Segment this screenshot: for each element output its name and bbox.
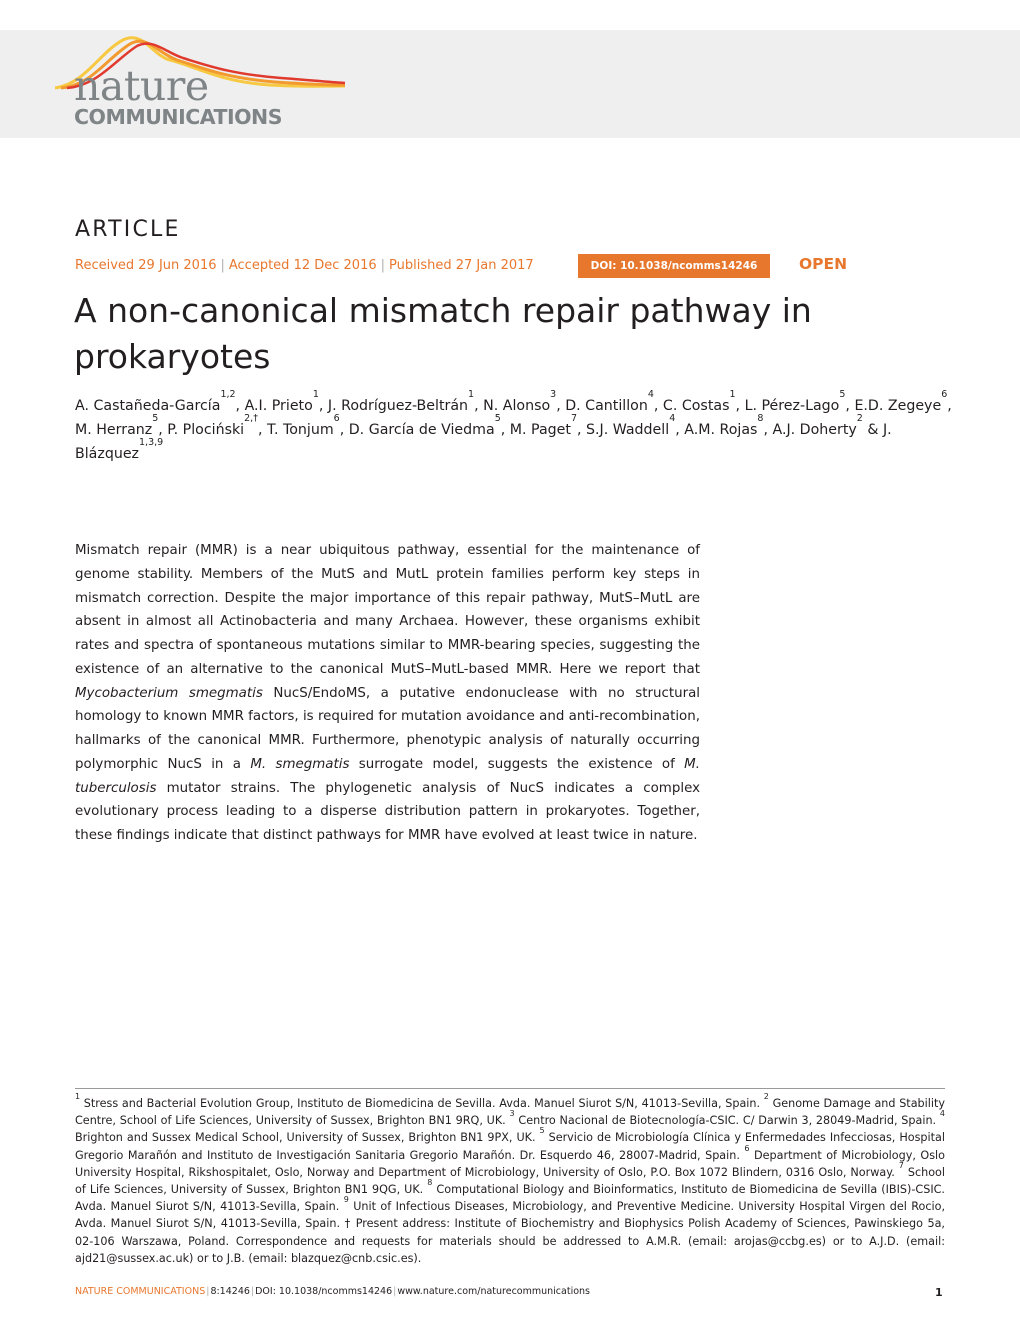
author-affiliation-marker: 7 (570, 413, 577, 424)
doi-badge[interactable]: DOI: 10.1038/ncomms14246 (578, 254, 770, 278)
separator: | (206, 1286, 210, 1297)
affiliation-number: 4 (939, 1109, 945, 1119)
publication-dates (75, 259, 534, 272)
separator: | (250, 1286, 255, 1297)
author-affiliation-marker: 2,† (244, 413, 258, 424)
author-affiliation-marker: 6 (941, 389, 948, 400)
author-affiliation-marker: 3 (550, 389, 557, 400)
affiliation-text: Department of Microbiology, Oslo University Hospital, Rikshospitalet, Oslo, Norway and Department of Microbiology, University of Oslo, P.O. Box 1072 Blindern, 0316 Oslo, Norway. (75, 1148, 945, 1179)
abstract-species-name: M. smegmatis (250, 756, 350, 772)
author-affiliation-marker: 5 (839, 389, 846, 400)
accepted-date: Accepted 12 Dec 2016 (228, 258, 377, 273)
author-name: S.J. Waddell (586, 422, 670, 438)
article-type-label: ARTICLE (75, 217, 181, 242)
author-name: P. Plociński (167, 422, 245, 438)
affiliation-text: Computational Biology and Bioinformatics, Instituto de Biomedicina de Sevilla (IBIS)-CSIC. Avda. Manuel Siurot S/N, 41013-Sevilla, Spain. (75, 1183, 945, 1214)
author-name: J. Rodríguez-Beltrán (327, 398, 469, 414)
affiliation-text: Unit of Infectious Diseases, Microbiology, and Preventive Medicine. University Hospital Virgen del Rocio, Avda. Manuel Siurot S/N, 41013-Sevilla, Spain. † Present address: Institute of Biochemistry and Biophysics Polish Academy of Sciences, Pawinskiego 5a, 02-106 Warszawa, Poland. Correspondence and requests for materials should be addressed to A.M.R. (email: arojas@ccbg.es) or to A.J.D. (email: ajd21@sussex.ac.uk) or to J.B. (email: blazquez@cnb.csic.es). (75, 1200, 945, 1265)
footer-journal: NATURE COMMUNICATIONS (75, 1286, 206, 1297)
author-name: A. Castañeda-García (75, 398, 221, 414)
footer-doi: DOI: 10.1038/ncomms14246 (255, 1286, 393, 1297)
author-affiliation-marker: 6 (333, 413, 340, 424)
received-date: Received 29 Jun 2016 (75, 258, 217, 273)
page-number: 1 (935, 1286, 943, 1299)
affiliation-number: 5 (539, 1126, 545, 1136)
logo-communications-text: COMMUNICATIONS (74, 105, 282, 129)
separator: | (393, 1286, 397, 1297)
author-name: T. Tonjum (266, 422, 334, 438)
author-name: J. Blázquez (75, 422, 892, 462)
author-name: M. Paget (509, 422, 571, 438)
author-name: C. Costas (662, 398, 730, 414)
affiliation-number: 3 (509, 1109, 515, 1119)
author-name: L. Pérez-Lago (744, 398, 840, 414)
abstract-text: mutator strains. The phylogenetic analysis of NucS indicates a complex evolutionary process leading to a disperse distribution pattern in prokaryotes. Together, these findings indicate that distinct pathways for MMR have evolved at least twice in nature. (75, 780, 700, 843)
author-affiliation-marker: 1 (468, 389, 475, 400)
author-name: D. García de Viedma (348, 422, 495, 438)
affiliations (75, 1092, 945, 1267)
affiliation-text: Genome Damage and Stability Centre, School of Life Sciences, University of Sussex, Brighton BN1 9RQ, UK. (75, 1097, 945, 1128)
separator: | (220, 258, 225, 273)
footer-issue: 8:14246 (210, 1286, 250, 1297)
footer-url[interactable]: www.nature.com/naturecommunications (397, 1286, 591, 1297)
author-name: D. Cantillon (565, 398, 648, 414)
abstract-text: NucS/EndoMS, a putative endonuclease with no structural homology to known MMR factors, is required for mutation avoidance and anti-recombination, hallmarks of the canonical MMR. Furthermore, phenotypic analysis of naturally occurring polymorphic NucS in a (75, 685, 700, 772)
divider (75, 1088, 945, 1089)
separator: | (380, 258, 386, 273)
affiliation-number: 1 (75, 1092, 81, 1101)
affiliation-text: Servicio de Microbiología Clínica y Enfermedades Infecciosas, Hospital Gregorio Marañón and Instituto de Investigación Sanitaria Gregorio Marañón. Dr. Esquerdo 46, 28007-Madrid, Spain. (75, 1131, 945, 1162)
abstract (75, 539, 700, 848)
page-footer (75, 1287, 590, 1297)
author-affiliation-marker: 5 (494, 413, 501, 424)
abstract-text: Mismatch repair (MMR) is a near ubiquitous pathway, essential for the maintenance of genome stability. Members of the MutS and MutL protein families perform key steps in mismatch correction. Despite the major importance of this repair pathway, MutS–MutL are absent in almost all Actinobacteria and many Archaea. However, these organisms exhibit rates and spectra of spontaneous mutations similar to MMR-bearing species, suggesting the existence of an alternative to the canonical MutS–MutL-based MMR. Here we report that (75, 543, 700, 677)
author-affiliation-marker: 2 (856, 413, 863, 424)
author-affiliation-marker: 4 (647, 389, 654, 400)
masthead (0, 30, 1020, 138)
abstract-text: surrogate model, suggests the existence of (349, 756, 685, 772)
author-affiliation-marker: 1,3,9 (139, 437, 164, 448)
affiliation-text: Stress and Bacterial Evolution Group, Instituto de Biomedicina de Sevilla. Avda. Manuel Siurot S/N, 41013-Sevilla, Spain. (80, 1097, 764, 1110)
published-date: Published 27 Jan 2017 (389, 258, 534, 273)
open-access-label: OPEN (799, 255, 848, 273)
author-name: A.I. Prieto (244, 398, 313, 414)
author-name: E.D. Zegeye (854, 398, 942, 414)
author-name: A.M. Rojas (684, 422, 758, 438)
author-affiliation-marker: 1 (729, 389, 736, 400)
affiliation-text: Brighton and Sussex Medical School, University of Sussex, Brighton BN1 9PX, UK. (75, 1131, 540, 1145)
affiliation-number: 2 (763, 1092, 769, 1101)
author-affiliation-marker: 4 (669, 413, 676, 424)
author-affiliation-marker: 1 (312, 389, 319, 400)
affiliation-text: Centro Nacional de Biotecnología-CSIC. C/ Darwin 3, 28049-Madrid, Spain. (514, 1114, 940, 1128)
abstract-species-name: Mycobacterium smegmatis (75, 685, 263, 701)
author-affiliation-marker: 8 (757, 413, 764, 424)
author-name: A.J. Doherty (772, 422, 857, 438)
author-name: M. Herranz (75, 422, 153, 438)
logo-nature-text: nature (74, 62, 209, 110)
affiliation-number: 6 (744, 1143, 750, 1153)
article-title: A non-canonical mismatch repair pathway in prokaryotes (74, 291, 812, 376)
author-list: A. Castañeda-García$^{1,2}$, A.I. Prieto$^1$, J. Rodríguez-Beltrán$^1$, N. Alonso$^3$, D. Cantillon$^4$, C. Costas$^1$, L. Pérez-Lago$^5$, E.D. Zegeye$^6$, M. Herranz$^5$, P. Plociński$^{2,\dagger}$, T. Tonjum$^6$, D. García de Viedma$^5$, M. Paget$^7$, S.J. Waddell$^4$, A.M. Rojas$^8$, A.J. Doherty$^2$ & J. Blázquez$^{1,3,9}$ (75, 389, 952, 462)
abstract-species-name: M. tuberculosis (75, 756, 700, 796)
author-affiliation-marker: 5 (152, 413, 159, 424)
affiliation-number: 7 (898, 1160, 904, 1170)
affiliation-number: 9 (343, 1195, 349, 1205)
author-affiliation-marker: 1,2 (220, 389, 236, 400)
affiliation-text: School of Life Sciences, University of Sussex, Brighton BN1 9QG, UK. (75, 1165, 945, 1197)
author-name: N. Alonso (483, 398, 551, 414)
affiliation-number: 8 (427, 1178, 433, 1188)
